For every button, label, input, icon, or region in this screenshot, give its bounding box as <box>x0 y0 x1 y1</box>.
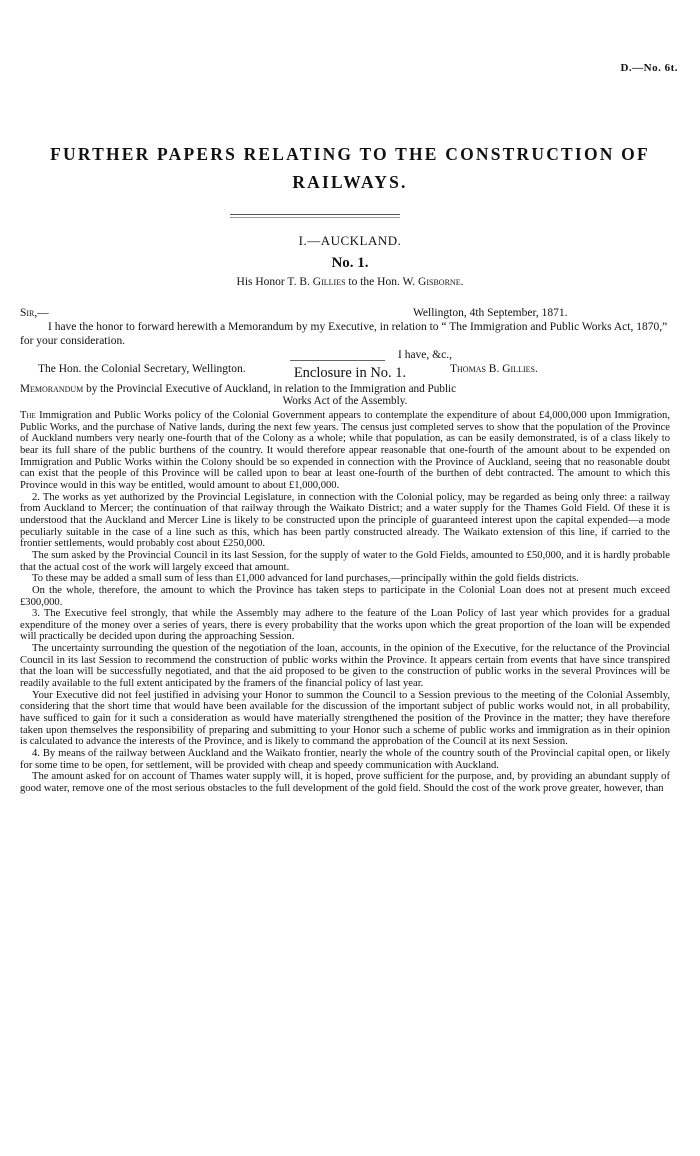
letter-heading <box>0 276 700 288</box>
memo-label: Memorandum <box>20 383 84 395</box>
title-line-1: FURTHER PAPERS RELATING TO THE CONSTRUCTION OF <box>50 144 650 164</box>
heading-prefix: His Honor T. B. <box>236 276 310 288</box>
heading-name-gillies: Gillies <box>312 276 346 288</box>
page-identifier: D.—No. 6t. <box>620 62 678 74</box>
letter-body: I have the honor to forward herewith a Memorandum by my Executive, in relation to “ The Immigration and Public Works Act, 1870,” for your consideration. <box>20 321 668 347</box>
paragraph: The Immigration and Public Works policy of the Colonial Government appears to contemplate the expenditure of about £4,000,000 upon Immigration, Public Works, and the purchase of Native lands, during the next few years. The census just completed serves to show that the population of the Province of Auckland numbers very nearly one-fourth that of the Colony as a whole; while that population, as can be easily demonstrated, is of a class likely to bear its full share of the public burthens of the country. It would therefore appear reasonable that one-fourth of the amount about to be expended on Immigration and Public Works within the Colony should be so expended in connection with the Province of Auckland, seeing that no reasonable doubt can exist that the people of this Province will be called upon to bear at least one-fourth of the burthen of debt contracted. The amount to which this Province would in this way be entitled, would amount to about £1,000,000. <box>20 410 670 491</box>
heading-name-gisborne: Gisborne. <box>418 276 464 288</box>
memorandum-body <box>20 410 670 795</box>
paragraph-lead: The <box>20 410 36 421</box>
closing: I have, &c., <box>398 349 452 361</box>
place-date: Wellington, 4th September, 1871. <box>413 307 568 319</box>
paragraph: 2. The works as yet authorized by the Provincial Legislature, in connection with the Colonial policy, may be regarded as being only three: a railway from Auckland to Mercer; the continuation of that railway through the Waikato District; and a water supply for the Thames Gold Field. Of these it is understood that the Auckland and Mercer Line is likely to be constructed upon the principle of guaranteed interest upon the capital expended—a mode peculiarly suitable in the case of a line such as this, which has been partly constructed already. The Waikato extension of this line, if carried to the frontier settlements, would probably cost about £250,000. <box>20 491 670 550</box>
document-title <box>20 140 680 196</box>
memorandum-heading <box>20 383 670 407</box>
enclosure-title: Enclosure in No. 1. <box>293 365 407 381</box>
paragraph: The amount asked for on account of Thames water supply will, it is hoped, prove sufficient for the purpose, and, by providing an abundant supply of good water, remove one of the most serious obstacles to the full development of the gold field. Should the cost of the work prove greater, however, than <box>20 771 670 794</box>
letter-number: No. 1. <box>331 255 369 271</box>
paragraph: 3. The Executive feel strongly, that while the Assembly may adhere to the feature of the Loan Policy of last year which provides for a gradual expenditure of the money over a series of years, there is every probability that the works upon which the great proportion of the loan will be expended will practically be decided upon during the approaching Session. <box>20 608 670 643</box>
paragraph: On the whole, therefore, the amount to which the Province has taken steps to participate in the Colonial Loan does not at present much exceed £300,000. <box>20 584 670 608</box>
paragraph: 4. By means of the railway between Auckland and the Waikato frontier, nearly the whole of the country south of the Provincial capital open, or likely for some time to be open, for settlement, will be provided with cheap and speedy communication with Auckland. <box>20 748 670 771</box>
memo-text: by the Provincial Executive of Auckland, in relation to the Immigration and Public <box>86 383 457 395</box>
paragraph: The uncertainty surrounding the question of the negotiation of the loan, accounts, in the opinion of the Executive, for the reluctance of the Provincial Council in its last Session to recommend the construction of public works within the Province. It appears certain from events that have since transpired that the loan will be successfully negotiated, and that the aid proposed to be given to the construction of public works in the several Provinces will be readily available to the full extent anticipated by the framers of the financial policy of last year. <box>20 643 670 690</box>
enclosure-divider <box>290 360 385 361</box>
paragraph: The sum asked by the Provincial Council in its last Session, for the supply of water to the Gold Fields, amounted to £50,000, and it is hardly probable that the actual cost of the work will largely exceed that amount. <box>20 549 670 573</box>
paragraph: To these may be added a small sum of less than £1,000 advanced for land purchases,—principally within the gold fields districts. <box>32 573 579 585</box>
title-divider <box>230 214 400 218</box>
section-heading: I.—AUCKLAND. <box>298 233 402 248</box>
signature: Thomas B. Gillies. <box>450 363 538 375</box>
memo-text-2: Works Act of the Assembly. <box>282 395 408 407</box>
title-line-2: RAILWAYS. <box>292 172 408 192</box>
salutation: Sir,— <box>20 307 49 319</box>
paragraph: Your Executive did not feel justified in advising your Honor to summon the Council to a Session previous to the meeting of the Colonial Assembly, considering that the short time that would have been available for the discussion of the important subject of public works would not, in all probability, have sufficed to gain for it such a consideration as would have materially strengthened the position of the Province in the matter; they have therefore taken upon themselves the responsibility of preparing and submitting to your Honor such a scheme of public works and immigration as in their opinion is calculated to advance the interests of the Province, and is likely to command the approbation of the Council at its next Session. <box>20 689 670 748</box>
heading-mid: to the Hon. W. <box>348 276 416 288</box>
addressee: The Hon. the Colonial Secretary, Wellington. <box>38 363 246 375</box>
